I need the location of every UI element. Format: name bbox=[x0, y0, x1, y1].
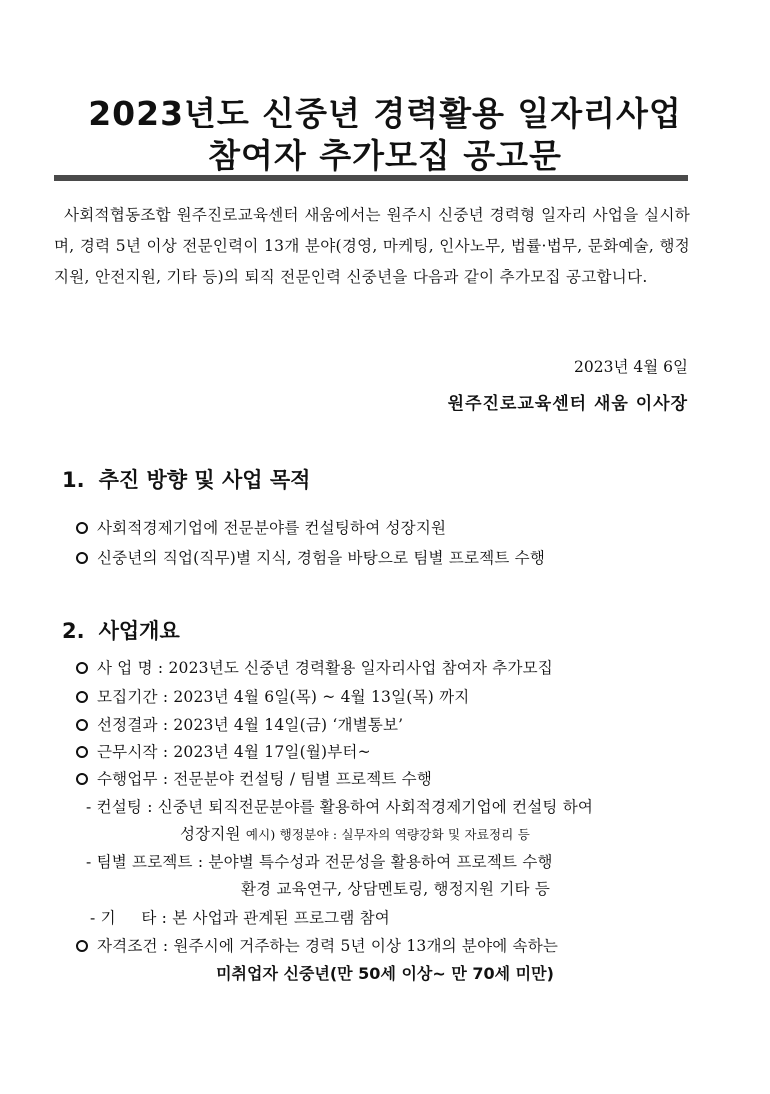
list-item bbox=[76, 516, 446, 538]
section-2-title: 사업개요 bbox=[98, 619, 180, 643]
section-1-number: 1. bbox=[62, 468, 85, 492]
list-item bbox=[76, 713, 403, 735]
list-item-text: 선정결과 : 2023년 4월 14일(금) ‘개별통보’ bbox=[97, 716, 404, 734]
list-item-text: 근무시작 : 2023년 4월 17일(월)부터~ bbox=[97, 743, 371, 761]
consulting-line-2-main: 성장지원 bbox=[180, 825, 246, 843]
circle-bullet-icon bbox=[76, 746, 88, 758]
list-item-text: 사 업 명 : 2023년도 신중년 경력활용 일자리사업 참여자 추가모집 bbox=[97, 659, 553, 677]
qualification-text: 자격조건 : 원주시에 거주하는 경력 5년 이상 13개의 분야에 속하는 bbox=[97, 937, 559, 955]
team-project-line-1: - 팀별 프로젝트 : 분야별 특수성과 전문성을 활용하여 프로젝트 수행 bbox=[86, 853, 553, 871]
etc-line: - 기 타 : 본 사업과 관계된 프로그램 참여 bbox=[90, 909, 390, 927]
team-project-line-2: 환경 교육연구, 상담멘토링, 행정지원 기타 등 bbox=[241, 880, 551, 898]
section-1-title: 추진 방향 및 사업 목적 bbox=[98, 468, 311, 492]
page-title-line-2: 참여자 추가모집 공고문 bbox=[208, 136, 562, 175]
list-item-text: 수행업무 : 전문분야 컨설팅 / 팀별 프로젝트 수행 bbox=[97, 770, 433, 788]
section-2-heading bbox=[62, 615, 180, 645]
consulting-line-1: - 컨설팅 : 신중년 퇴직전문분야를 활용하여 사회적경제기업에 컨설팅 하여 bbox=[86, 798, 594, 816]
circle-bullet-icon bbox=[76, 940, 88, 952]
title-divider bbox=[54, 175, 688, 181]
circle-bullet-icon bbox=[76, 691, 88, 703]
list-item bbox=[76, 656, 553, 678]
list-item-text: 신중년의 직업(직무)별 지식, 경험을 바탕으로 팀별 프로젝트 수행 bbox=[97, 549, 546, 567]
circle-bullet-icon bbox=[76, 773, 88, 785]
list-item bbox=[76, 685, 469, 707]
circle-bullet-icon bbox=[76, 522, 88, 534]
circle-bullet-icon bbox=[76, 662, 88, 674]
intro-paragraph: 사회적협동조합 원주진로교육센터 새움에서는 원주시 신중년 경력형 일자리 사업을 실시하며, 경력 5년 이상 전문인력이 13개 분야(경영, 마케팅, 인사노무, 법률·법무, 문화예술, 행정지원, 안전지원, 기타 등)의 퇴직 전문인력 신중년을 다음과 같이 추가모집 공고합니다. bbox=[54, 206, 690, 286]
list-item-text: 모집기간 : 2023년 4월 6일(목) ~ 4월 13일(목) 까지 bbox=[97, 688, 470, 706]
list-item bbox=[76, 546, 545, 568]
list-item bbox=[76, 740, 371, 762]
section-1-heading bbox=[62, 464, 310, 494]
consulting-example: 예시) 행정분야 : 실무자의 역량강화 및 자료정리 등 bbox=[245, 827, 531, 842]
circle-bullet-icon bbox=[76, 552, 88, 564]
list-item-text: 사회적경제기업에 전문분야를 컨설팅하여 성장지원 bbox=[97, 519, 447, 537]
circle-bullet-icon bbox=[76, 719, 88, 731]
section-2-number: 2. bbox=[62, 619, 85, 643]
announcement-date: 2023년 4월 6일 bbox=[574, 358, 688, 376]
list-item bbox=[76, 767, 432, 789]
consulting-line-2 bbox=[180, 822, 530, 844]
page-title-line-1: 2023년도 신중년 경력활용 일자리사업 bbox=[88, 94, 682, 133]
qualification-emphasis: 미취업자 신중년(만 50세 이상~ 만 70세 미만) bbox=[216, 964, 554, 983]
signature: 원주진로교육센터 새움 이사장 bbox=[447, 394, 688, 414]
qualification-item bbox=[76, 934, 558, 956]
